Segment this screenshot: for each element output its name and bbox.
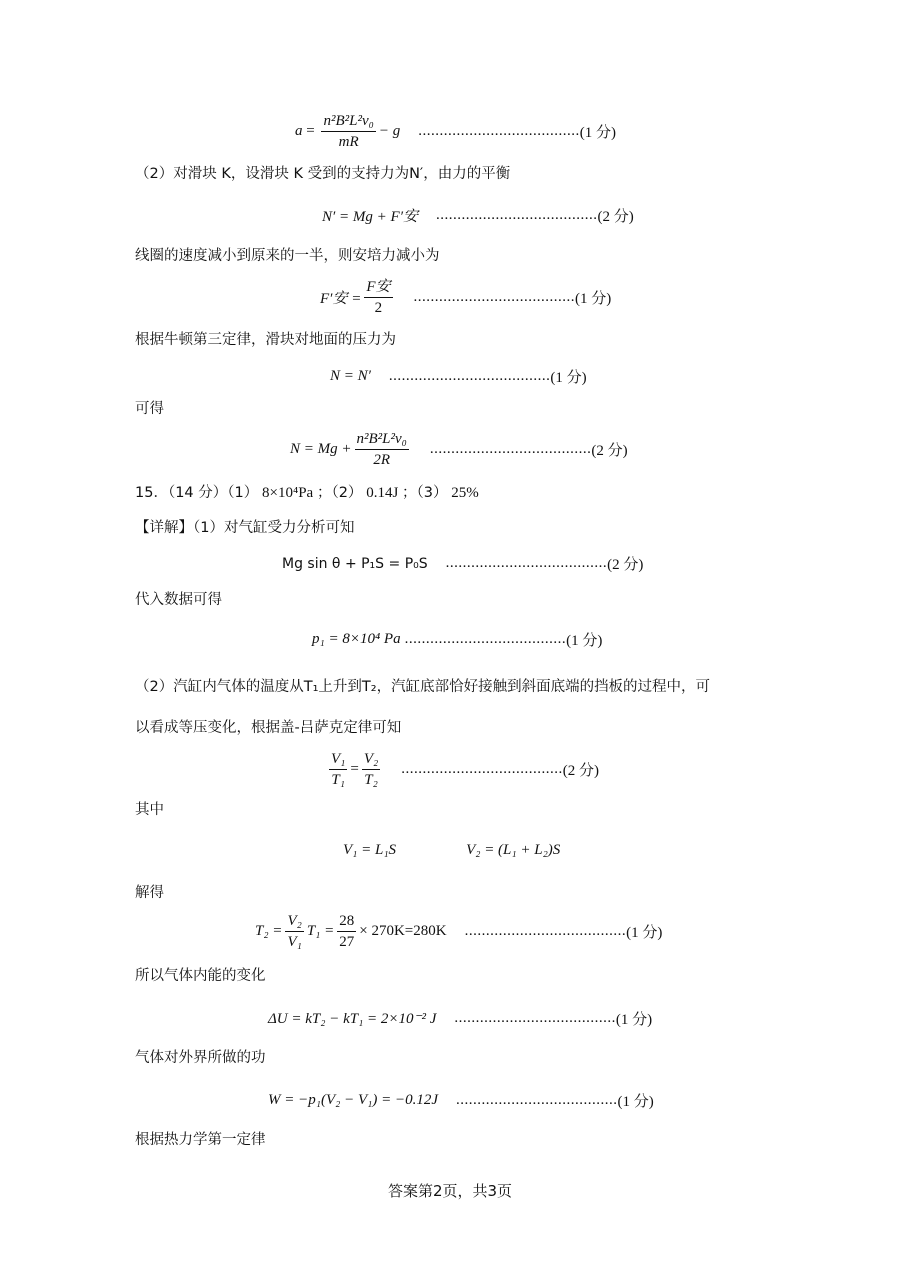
leader-dots: ......................................	[445, 555, 608, 571]
detail-heading: 【详解】（1）对气缸受力分析可知	[135, 520, 355, 536]
eq-T2-d2: 27	[339, 934, 355, 950]
eq-W-body: W = −p₁(V₂ − V₁) = −0.12J	[268, 1092, 438, 1108]
text-where: 其中	[135, 802, 164, 818]
question-15-summary	[135, 483, 479, 503]
eq-F-prime-denominator: 2	[374, 300, 383, 316]
eq-a-numerator: n²B²L²v₀	[321, 112, 375, 132]
points-label: (1 分)	[579, 125, 616, 141]
eq-N-lhs: N = Mg +	[290, 441, 352, 457]
points-label: (2 分)	[597, 209, 634, 225]
eq-F-prime-numerator: F安	[364, 278, 392, 298]
eq-gay-d2: T₂	[364, 772, 378, 788]
eq-F-prime-lhs: F′安 =	[320, 291, 362, 307]
equation-F-prime	[320, 278, 611, 317]
eq-N-numerator: n²B²L²v₀	[355, 430, 409, 450]
q15-head: 15．（14 分）（1）	[135, 485, 259, 501]
points-label: (1 分)	[575, 291, 612, 307]
leader-dots: ......................................	[435, 207, 598, 223]
equation-gay-lussac: $\frac{\text{V₁}}{\text{T₁}}$ = $\frac{\text{V₂}}{\text{T₂}}$ ...................................... (2 分)	[331, 751, 599, 788]
equation-p1	[312, 629, 602, 650]
eq-T2-rhs: × 270K=280K	[359, 923, 447, 939]
q15-answer-1: 8×10⁴Pa	[262, 485, 314, 501]
points-label: (1 分)	[617, 1094, 654, 1110]
eq-p1-body: p₁ = 8×10⁴ Pa	[312, 631, 401, 647]
eq-gay-n2: V₂	[362, 750, 380, 770]
text-internal-energy: 所以气体内能的变化	[135, 968, 266, 984]
eq-T2-lhs: T₂ =	[255, 923, 283, 939]
eq-a-denominator: mR	[338, 134, 359, 150]
eq-T2-n2: 28	[337, 912, 356, 932]
text-part2b-line1: （2）汽缸内气体的温度从T₁上升到T₂，汽缸底部恰好接触到斜面底端的挡板的过程中，可	[135, 679, 711, 695]
text-substitute: 代入数据可得	[135, 592, 222, 608]
points-label: (1 分)	[626, 925, 663, 941]
leader-dots: ......................................	[418, 123, 580, 139]
text-result: 可得	[135, 401, 164, 417]
text-part2-intro: （2）对滑块 K，设滑块 K 受到的支持力为N′，由力的平衡	[135, 166, 511, 182]
eq-gay-n1: V₁	[329, 750, 347, 770]
eq-gay-left-fraction	[329, 750, 347, 789]
leader-dots: ......................................	[413, 289, 575, 305]
equation-N-final	[290, 430, 628, 469]
points-label: (1 分)	[566, 633, 603, 649]
q15-answer-3: 25%	[451, 485, 479, 501]
q15-sep-3: ；（3）	[402, 485, 448, 501]
leader-dots: ......................................	[455, 1092, 618, 1108]
eq-N-fraction	[355, 430, 409, 469]
eq-F-prime-fraction	[364, 278, 392, 317]
eq-V1: V₁ = L₁S	[343, 842, 397, 858]
equation-volumes	[343, 842, 560, 859]
eq-N-equals-body: N = N′	[330, 368, 371, 384]
equation-force-balance	[282, 553, 643, 574]
eq-T2-d1: V₁	[287, 934, 302, 950]
text-part2b-line2: 以看成等压变化，根据盖-吕萨克定律可知	[135, 720, 402, 736]
equation-acceleration: a = $\frac{\text{n²B²L²v₀}}{mR}$ − g ...................................... (1 分)	[295, 113, 616, 150]
text-newton-third-law: 根据牛顿第三定律，滑块对地面的压力为	[135, 332, 396, 348]
eq-force-body: Mg sin θ + P₁S = P₀S	[282, 555, 428, 572]
points-label: (2 分)	[591, 443, 628, 459]
eq-T2-number-fraction	[337, 912, 356, 951]
text-work: 气体对外界所做的功	[135, 1050, 266, 1066]
eq-a-tail: − g	[378, 123, 401, 139]
leader-dots: ......................................	[429, 441, 592, 457]
leader-dots: ......................................	[454, 1010, 616, 1026]
eq-T2-mid: T₁ =	[306, 923, 335, 939]
eq-T2-n1: V₂	[285, 912, 303, 932]
eq-gay-d1: T₁	[331, 772, 345, 788]
points-label: (2 分)	[607, 557, 644, 573]
eq-N-denominator: 2R	[373, 452, 391, 468]
q15-answer-2: 0.14J	[366, 485, 399, 501]
points-label: (1 分)	[550, 370, 587, 386]
points-label: (2 分)	[562, 763, 599, 779]
leader-dots: ......................................	[401, 761, 563, 777]
eq-N-prime-body: N′ = Mg + F′安	[322, 209, 418, 225]
text-speed-halved: 线圈的速度减小到原来的一半，则安培力减小为	[135, 248, 440, 264]
leader-dots: ......................................	[388, 368, 551, 384]
equation-N-equals	[330, 366, 587, 387]
eq-a-fraction	[321, 112, 375, 151]
leader-dots: ......................................	[464, 923, 627, 939]
text-first-law: 根据热力学第一定律	[135, 1132, 266, 1148]
equation-N-prime	[322, 205, 634, 226]
points-label: (1 分)	[615, 1012, 653, 1028]
equation-T2	[255, 912, 662, 951]
eq-gay-right-fraction	[362, 750, 380, 789]
eq-T2-volume-fraction	[285, 912, 303, 951]
eq-dU-body: ΔU = kT₂ − kT₁ = 2×10⁻² J	[268, 1011, 437, 1027]
equation-delta-U	[268, 1008, 652, 1029]
leader-dots: ......................................	[404, 631, 567, 647]
q15-sep-2: ；（2）	[316, 485, 363, 501]
page-footer: 答案第2页，共3页	[387, 1182, 513, 1200]
eq-a-lhs: a	[295, 123, 303, 139]
text-solve: 解得	[135, 885, 164, 901]
eq-V2: V₂ = (L₁ + L₂)S	[466, 842, 561, 858]
equation-work	[268, 1090, 654, 1111]
